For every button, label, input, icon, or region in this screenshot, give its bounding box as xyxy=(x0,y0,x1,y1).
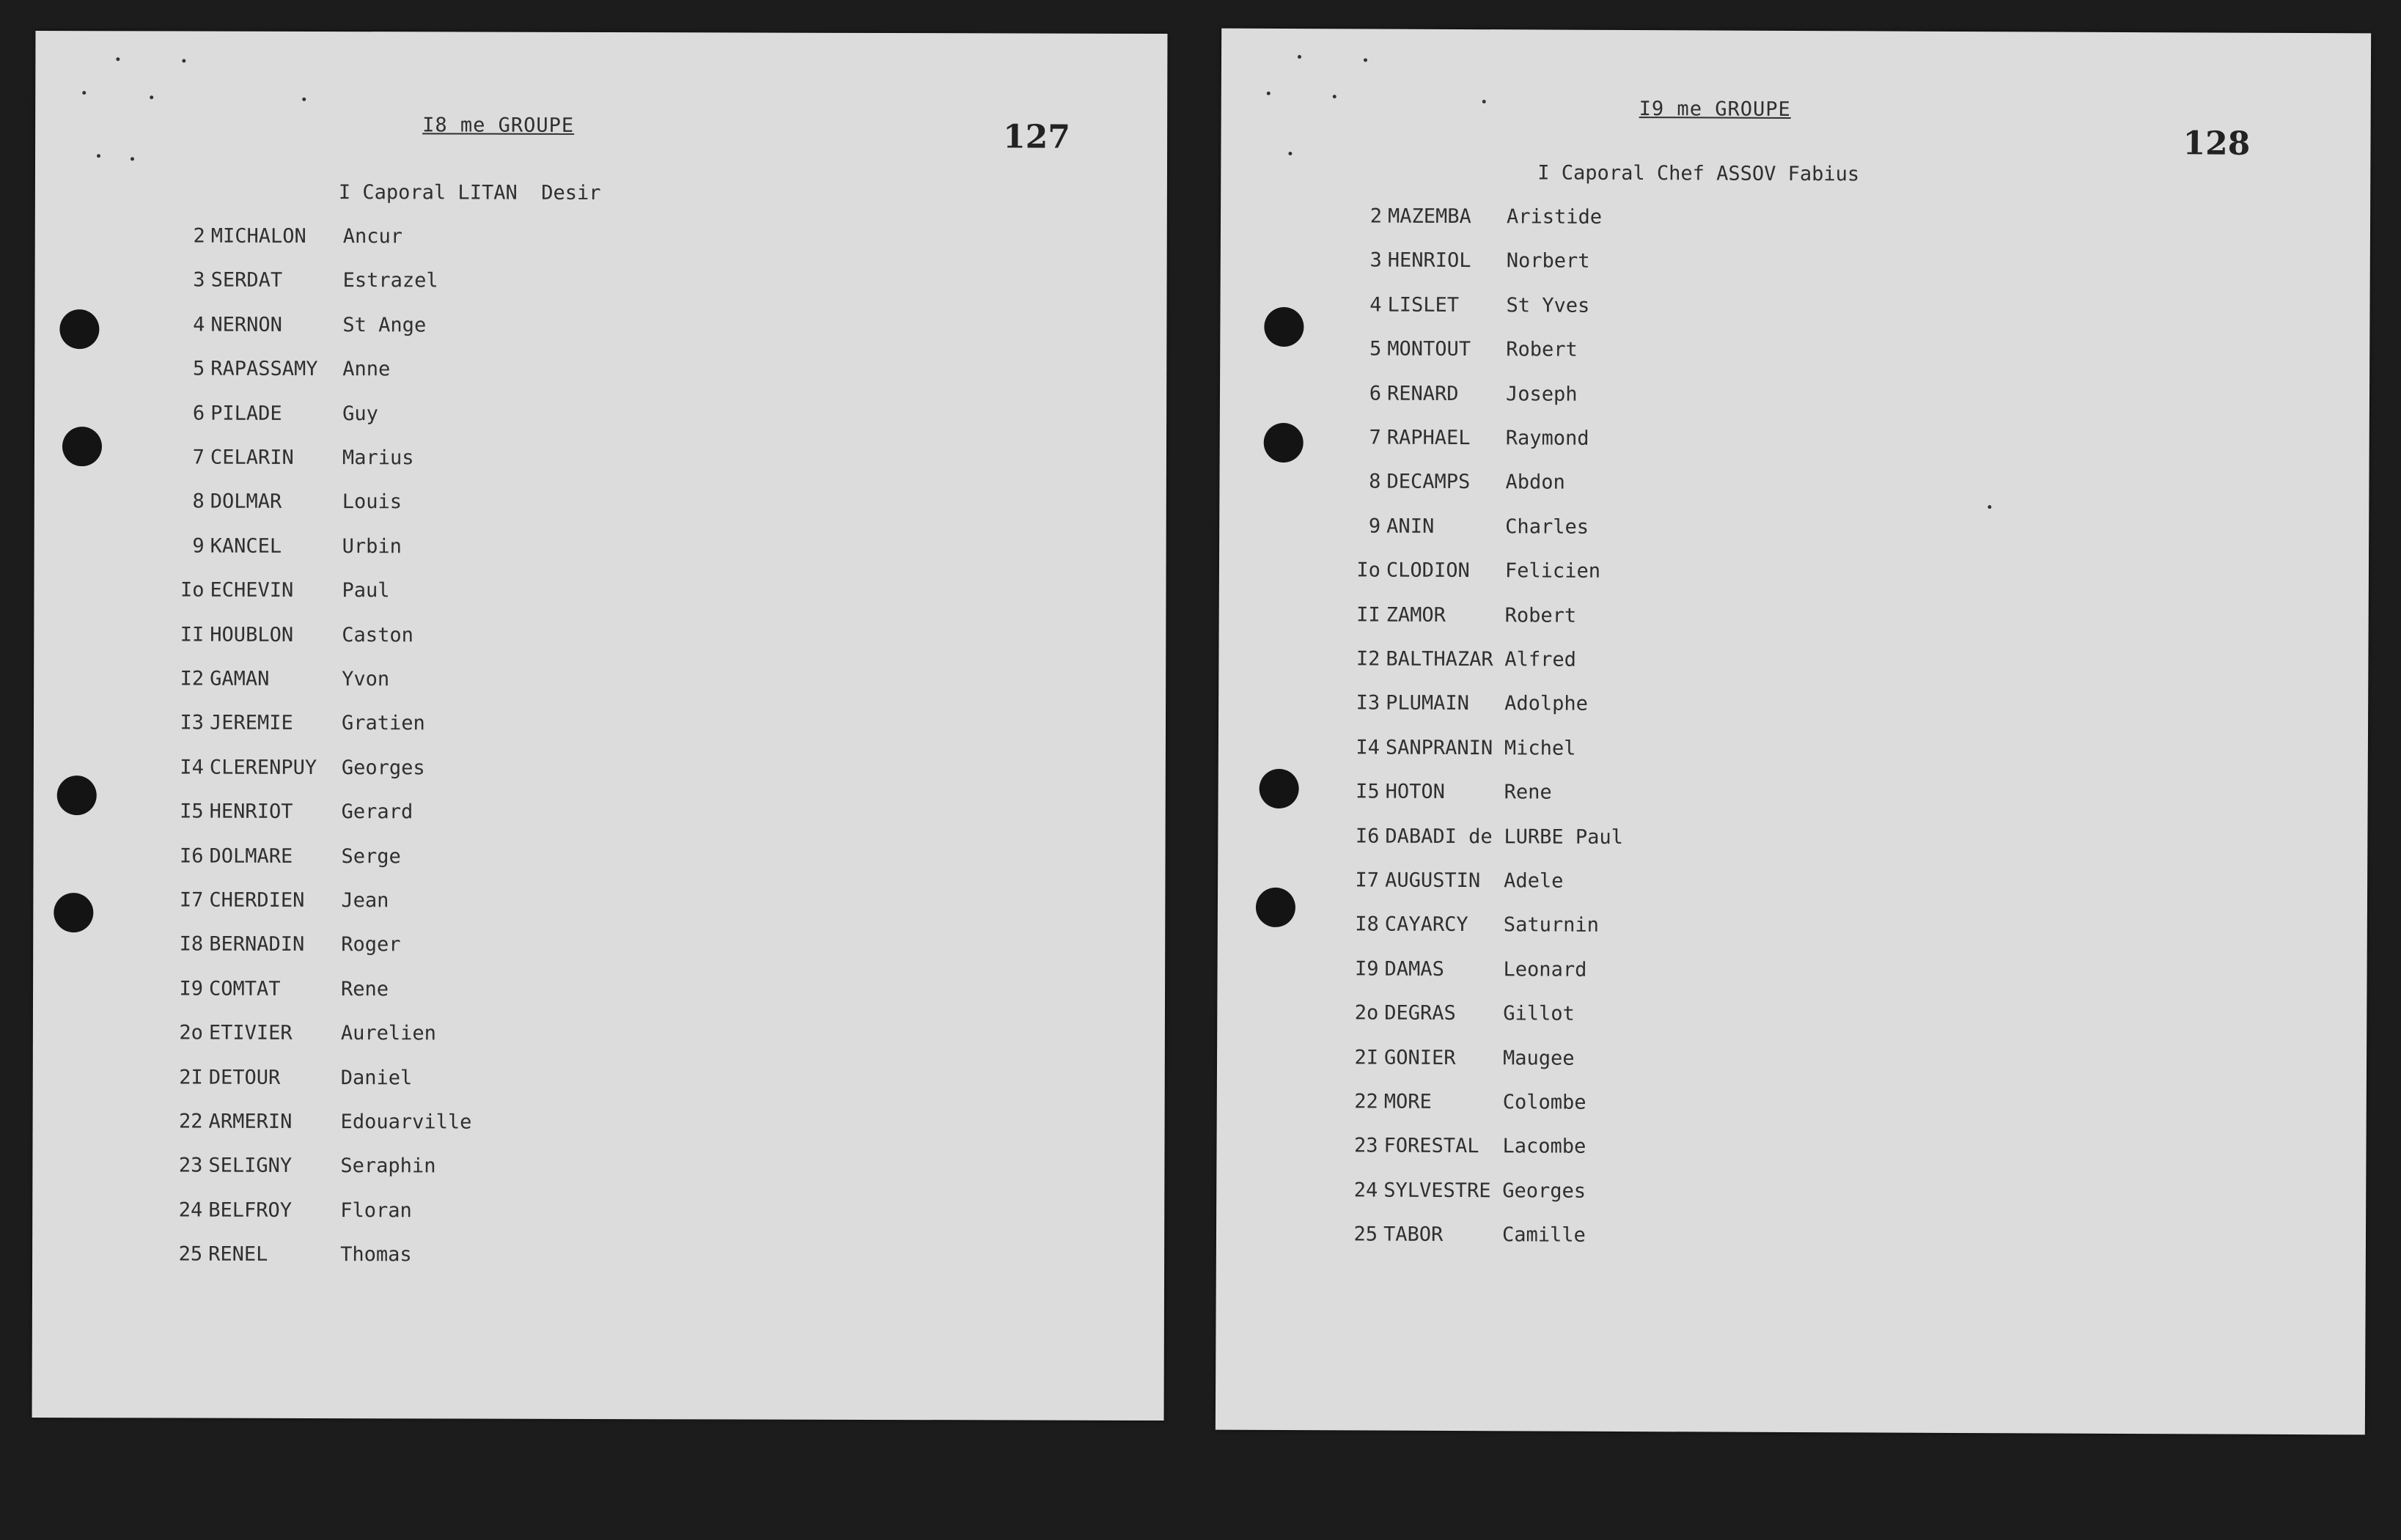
surname: DOLMAR xyxy=(210,490,282,513)
roster-row xyxy=(1339,1223,1586,1252)
roster-row xyxy=(1342,647,1577,677)
roster-row xyxy=(165,888,389,918)
row-number: 2 xyxy=(1369,205,1383,228)
roster-row xyxy=(166,756,425,785)
first-name: Anne xyxy=(342,358,391,381)
surname: MONTOUT xyxy=(1387,337,1471,361)
first-name: Gerard xyxy=(341,800,413,824)
row-number: 9 xyxy=(1368,515,1381,538)
first-name: Leonard xyxy=(1503,958,1587,981)
first-name: Rene xyxy=(341,978,389,1001)
row-number: I9 xyxy=(1354,957,1379,981)
roster-row xyxy=(1342,559,1601,588)
surname: CHERDIEN xyxy=(209,888,305,912)
surname: HOTON xyxy=(1385,780,1445,803)
row-number: 3 xyxy=(1369,248,1382,272)
surname: TABOR xyxy=(1383,1223,1444,1246)
row-number: 7 xyxy=(192,446,205,469)
roster-row xyxy=(165,1066,413,1095)
row-number: 22 xyxy=(1354,1090,1378,1113)
roster-row xyxy=(1340,1046,1575,1075)
row-number: I8 xyxy=(179,932,204,956)
punch-hole xyxy=(62,427,102,466)
row-number: I9 xyxy=(179,977,204,1001)
row-number: 24 xyxy=(1353,1179,1378,1202)
roster-row xyxy=(1341,825,1623,854)
first-name: Floran xyxy=(340,1199,412,1223)
page-number: 127 xyxy=(1003,118,1071,156)
first-name: Adolphe xyxy=(1504,692,1589,715)
row-number: 3 xyxy=(193,268,205,292)
surname: HENRIOL xyxy=(1387,248,1471,273)
surname: DEGRAS xyxy=(1384,1001,1456,1025)
ink-speck xyxy=(97,154,100,158)
row-number: 23 xyxy=(1353,1134,1378,1157)
first-name: Joseph xyxy=(1505,383,1578,406)
punch-hole xyxy=(54,893,93,932)
roster-row xyxy=(165,844,401,874)
row-number: 2 xyxy=(193,224,205,248)
group-title: I9 me GROUPE xyxy=(1639,97,1791,121)
roster-list xyxy=(1339,205,1858,1306)
surname: BALTHAZAR xyxy=(1386,647,1493,671)
surname: MORE xyxy=(1383,1090,1432,1113)
roster-row xyxy=(1342,515,1589,544)
first-name: Thomas xyxy=(340,1243,412,1267)
row-number: 2o xyxy=(179,1021,203,1045)
ink-speck xyxy=(130,157,134,161)
surname: AUGUSTIN xyxy=(1385,869,1481,893)
first-name: Estrazel xyxy=(342,269,438,292)
row-number: 2I xyxy=(179,1066,203,1089)
surname: KANCEL xyxy=(210,534,282,558)
roster-row xyxy=(166,800,413,829)
row-number: Io xyxy=(1356,559,1381,582)
first-name: Aristide xyxy=(1506,205,1603,229)
row-number: I5 xyxy=(180,800,204,823)
row-number: I4 xyxy=(180,756,204,779)
row-number: II xyxy=(1356,603,1380,627)
row-number: 24 xyxy=(178,1198,203,1222)
surname: SANPRANIN xyxy=(1385,736,1493,760)
row-number: I2 xyxy=(1356,647,1380,671)
first-name: Gratien xyxy=(341,712,425,735)
roster-row xyxy=(166,623,413,652)
surname: DABADI de xyxy=(1385,825,1493,849)
first-name: Gillot xyxy=(1503,1002,1575,1025)
surname: MICHALON xyxy=(210,224,306,248)
first-name: Felicien xyxy=(1504,559,1601,583)
row-number: 23 xyxy=(178,1154,203,1177)
punch-hole xyxy=(59,309,99,349)
first-name: Camille xyxy=(1501,1223,1586,1247)
roster-list xyxy=(164,224,680,1325)
surname: CLERENPUY xyxy=(209,756,317,779)
row-number: 4 xyxy=(193,313,205,336)
surname: FORESTAL xyxy=(1383,1134,1479,1158)
first-name: Maugee xyxy=(1502,1047,1575,1070)
roster-row xyxy=(164,1242,412,1272)
surname: BERNADIN xyxy=(209,932,305,956)
surname: GAMAN xyxy=(210,667,270,690)
first-name: Robert xyxy=(1506,338,1578,361)
first-name: Colombe xyxy=(1502,1091,1586,1114)
row-number: 5 xyxy=(1369,337,1382,361)
roster-row xyxy=(164,1198,412,1228)
ink-speck xyxy=(1288,152,1292,155)
row-number: I4 xyxy=(1356,736,1380,759)
surname: RAPASSAMY xyxy=(210,357,318,380)
first-name: Abdon xyxy=(1505,471,1565,494)
surname: ECHEVIN xyxy=(210,578,294,602)
roster-row xyxy=(1343,382,1578,411)
row-number: 8 xyxy=(1369,470,1381,493)
row-number: 4 xyxy=(1369,293,1382,317)
surname: NERNON xyxy=(210,313,283,336)
first-name: Guy xyxy=(342,402,378,426)
surname: ZAMOR xyxy=(1386,603,1446,627)
first-name: Georges xyxy=(1502,1179,1586,1203)
row-number: I6 xyxy=(179,844,204,868)
row-number: I8 xyxy=(1355,913,1379,936)
page-number: 128 xyxy=(2183,125,2251,163)
first-name: Louis xyxy=(342,490,402,514)
surname: CAYARCY xyxy=(1384,913,1468,937)
row-number: I7 xyxy=(1355,869,1380,892)
ink-speck xyxy=(302,97,306,101)
roster-row xyxy=(1344,248,1590,278)
punch-hole xyxy=(1260,769,1299,808)
first-name: Serge xyxy=(341,845,401,869)
surname: JEREMIE xyxy=(209,711,293,734)
roster-row xyxy=(1339,1134,1586,1163)
roster-row xyxy=(1344,205,1603,234)
surname: HENRIOT xyxy=(209,800,293,823)
first-name: Rene xyxy=(1504,781,1552,804)
roster-row xyxy=(166,446,414,475)
roster-row xyxy=(165,1110,472,1139)
roster-row xyxy=(1340,1001,1575,1031)
row-number: 2I xyxy=(1354,1046,1379,1069)
ink-speck xyxy=(150,95,153,99)
ink-speck xyxy=(1988,505,1991,509)
first-name: Adele xyxy=(1504,869,1564,893)
row-number: I3 xyxy=(1356,691,1380,715)
surname: ANIN xyxy=(1386,515,1435,538)
row-number: 2o xyxy=(1354,1001,1379,1025)
roster-row xyxy=(166,711,425,740)
punch-hole xyxy=(1264,307,1304,347)
roster-row xyxy=(1342,603,1577,633)
ink-speck xyxy=(182,59,185,63)
surname: CLODION xyxy=(1386,559,1470,583)
surname: DOLMARE xyxy=(209,844,293,868)
surname: SELIGNY xyxy=(208,1154,293,1177)
roster-row xyxy=(166,357,391,386)
first-name: Aurelien xyxy=(340,1022,436,1045)
first-name: Robert xyxy=(1504,604,1577,627)
roster-row xyxy=(167,224,403,254)
first-name: Saturnin xyxy=(1503,913,1599,937)
roster-row xyxy=(1343,426,1589,455)
first-name: Edouarville xyxy=(340,1110,472,1134)
roster-row xyxy=(166,578,390,608)
roster-row xyxy=(1342,470,1565,499)
row-number: 6 xyxy=(1369,382,1382,405)
group-leader: I Caporal Chef ASSOV Fabius xyxy=(1537,161,1860,186)
surname: RENARD xyxy=(1386,382,1459,406)
surname: PLUMAIN xyxy=(1386,691,1470,715)
row-number: 25 xyxy=(1353,1223,1378,1246)
row-number: 7 xyxy=(1369,426,1381,449)
page-sheet-left xyxy=(32,31,1168,1421)
roster-row xyxy=(165,932,401,962)
first-name: Ancur xyxy=(342,225,403,248)
row-number: 22 xyxy=(179,1110,203,1133)
roster-row xyxy=(165,977,389,1006)
first-name: Charles xyxy=(1505,515,1589,539)
group-leader: I Caporal LITAN Desir xyxy=(338,181,601,205)
surname: LISLET xyxy=(1387,293,1460,317)
first-name: Georges xyxy=(341,756,425,780)
surname: MAZEMBA xyxy=(1387,205,1471,229)
first-name: Lacombe xyxy=(1502,1135,1586,1158)
first-name: Jean xyxy=(341,889,389,913)
first-name: Raymond xyxy=(1505,427,1589,450)
row-number: I6 xyxy=(1355,825,1380,848)
surname: CELARIN xyxy=(210,446,294,469)
surname: DETOUR xyxy=(208,1066,281,1089)
first-name: Urbin xyxy=(342,535,402,559)
row-number: 8 xyxy=(192,490,205,513)
roster-row xyxy=(166,667,390,696)
row-number: 6 xyxy=(192,402,205,425)
roster-row xyxy=(165,1021,436,1050)
row-number: 5 xyxy=(192,357,205,380)
roster-row xyxy=(1340,1090,1586,1119)
first-name: Daniel xyxy=(340,1066,413,1090)
first-name: Roger xyxy=(341,933,401,957)
row-number: II xyxy=(180,623,205,646)
roster-row xyxy=(166,534,402,564)
roster-row xyxy=(1340,957,1587,987)
first-name: Alfred xyxy=(1504,648,1577,671)
roster-row xyxy=(1342,780,1552,809)
surname: ETIVIER xyxy=(208,1021,293,1045)
surname: RAPHAEL xyxy=(1386,426,1471,450)
first-name: Seraphin xyxy=(340,1154,436,1178)
ink-speck xyxy=(1364,58,1367,62)
roster-row xyxy=(164,1154,436,1183)
first-name: Norbert xyxy=(1506,249,1590,273)
surname: HOUBLON xyxy=(210,623,294,646)
row-number: 9 xyxy=(192,534,205,558)
surname: SERDAT xyxy=(210,268,283,292)
ink-speck xyxy=(1267,92,1271,95)
ink-speck xyxy=(1482,100,1486,103)
punch-hole xyxy=(57,775,97,815)
roster-row xyxy=(1342,736,1576,765)
surname: PILADE xyxy=(210,402,282,425)
roster-row xyxy=(1342,691,1589,721)
punch-hole xyxy=(1256,888,1295,927)
punch-hole xyxy=(1264,423,1304,463)
roster-row xyxy=(167,268,438,298)
group-title: I8 me GROUPE xyxy=(422,114,575,137)
roster-row xyxy=(1339,1179,1586,1208)
ink-speck xyxy=(82,91,86,95)
surname: GONIER xyxy=(1383,1046,1456,1069)
surname: DECAMPS xyxy=(1386,470,1471,494)
row-number: I5 xyxy=(1356,780,1380,803)
roster-row xyxy=(1343,337,1578,366)
roster-row xyxy=(1341,869,1564,898)
row-number: Io xyxy=(180,578,205,602)
roster-row xyxy=(1343,293,1590,323)
first-name: St Ange xyxy=(342,314,427,337)
first-name: Yvon xyxy=(342,668,390,691)
first-name: St Yves xyxy=(1506,294,1590,317)
first-name: LURBE Paul xyxy=(1504,825,1623,849)
surname: COMTAT xyxy=(209,977,281,1001)
page-sheet-right xyxy=(1216,29,2371,1435)
first-name: Marius xyxy=(342,446,414,470)
first-name: Michel xyxy=(1504,737,1576,760)
row-number: I3 xyxy=(180,711,205,734)
ink-speck xyxy=(1333,95,1336,98)
roster-row xyxy=(166,402,378,431)
row-number: I7 xyxy=(179,888,204,912)
first-name: Paul xyxy=(342,579,390,603)
row-number: I2 xyxy=(180,667,205,690)
surname: SYLVESTRE xyxy=(1383,1179,1491,1203)
ink-speck xyxy=(116,57,120,61)
surname: RENEL xyxy=(208,1242,268,1266)
surname: DAMAS xyxy=(1384,957,1444,981)
ink-speck xyxy=(1298,55,1301,59)
roster-row xyxy=(1341,913,1599,942)
surname: ARMERIN xyxy=(208,1110,293,1133)
roster-row xyxy=(166,490,402,519)
surname: BELFROY xyxy=(208,1198,293,1222)
roster-row xyxy=(166,313,427,342)
row-number: 25 xyxy=(178,1242,203,1266)
first-name: Caston xyxy=(342,624,413,647)
